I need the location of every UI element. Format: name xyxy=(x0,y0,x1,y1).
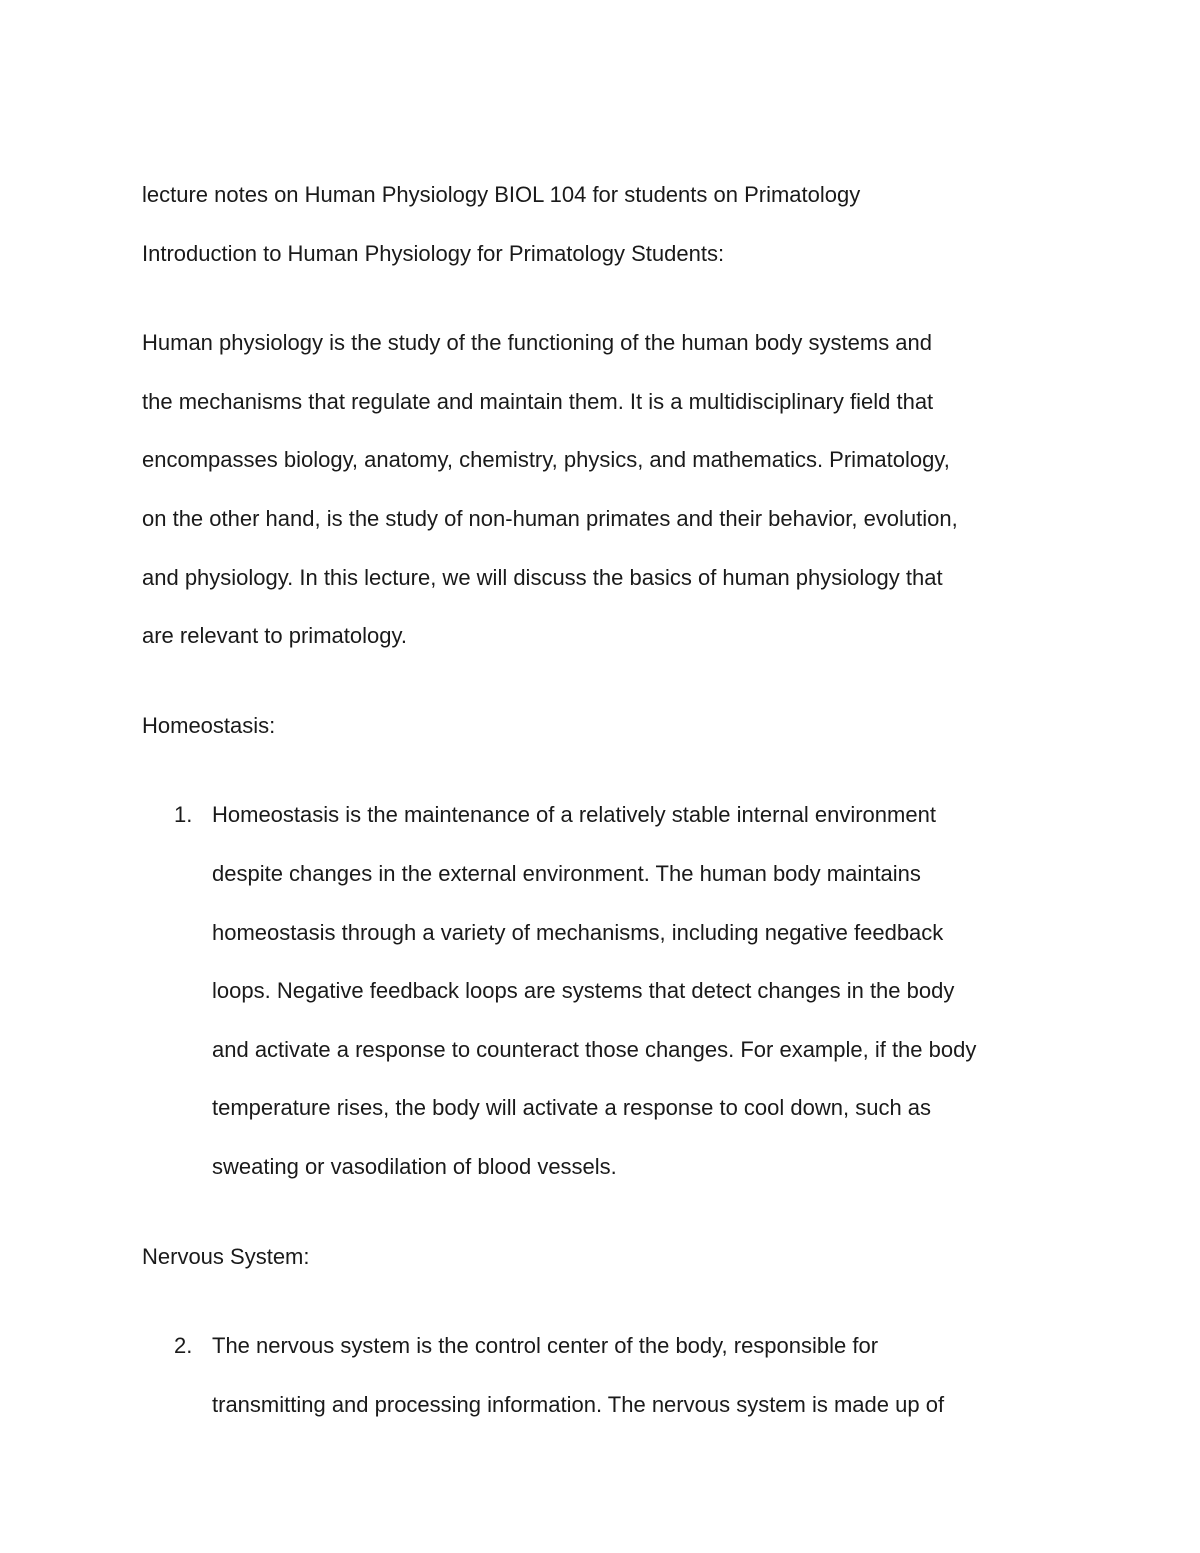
paragraph-line: are relevant to primatology. xyxy=(142,623,407,649)
paragraph-line: on the other hand, is the study of non-human primates and their behavior, evolution, xyxy=(142,505,958,531)
list-item-line: sweating or vasodilation of blood vessels. xyxy=(212,1153,617,1179)
intro-paragraph xyxy=(142,314,1062,666)
section-homeostasis xyxy=(142,697,1062,1197)
paragraph-line: the mechanisms that regulate and maintain them. It is a multidisciplinary field that xyxy=(142,388,934,414)
list-item-line: homeostasis through a variety of mechanisms, including negative feedback xyxy=(212,919,944,945)
section-heading: Nervous System: xyxy=(142,1243,310,1269)
section-heading: Homeostasis: xyxy=(142,712,276,738)
list-item-line: The nervous system is the control center of the body, responsible for xyxy=(212,1333,879,1359)
paragraph-line: encompasses biology, anatomy, chemistry, physics, and mathematics. Primatology, xyxy=(142,447,950,473)
paragraph-line: and physiology. In this lecture, we will discuss the basics of human physiology that xyxy=(142,564,943,590)
list-item-line: transmitting and processing information. The nervous system is made up of xyxy=(212,1391,945,1417)
section-nervous-system xyxy=(142,1228,1062,1435)
list-item-line: loops. Negative feedback loops are systems that detect changes in the body xyxy=(212,978,955,1004)
intro-heading: Introduction to Human Physiology for Primatology Students: xyxy=(142,240,725,266)
paragraph-line: Human physiology is the study of the functioning of the human body systems and xyxy=(142,330,933,356)
list-item-line: Homeostasis is the maintenance of a relatively stable internal environment xyxy=(212,802,936,828)
list-number: 1. xyxy=(174,802,193,828)
document-body xyxy=(142,166,1062,1434)
list-number: 2. xyxy=(174,1333,193,1359)
list-item xyxy=(142,786,1062,1196)
list-item-line: and activate a response to counteract those changes. For example, if the body xyxy=(212,1036,977,1062)
title-line: lecture notes on Human Physiology BIOL 104 for students on Primatology xyxy=(142,182,861,207)
list-item-line: temperature rises, the body will activate a response to cool down, such as xyxy=(212,1095,932,1121)
list-item xyxy=(142,1317,1062,1434)
list-item-line: despite changes in the external environment. The human body maintains xyxy=(212,860,921,886)
